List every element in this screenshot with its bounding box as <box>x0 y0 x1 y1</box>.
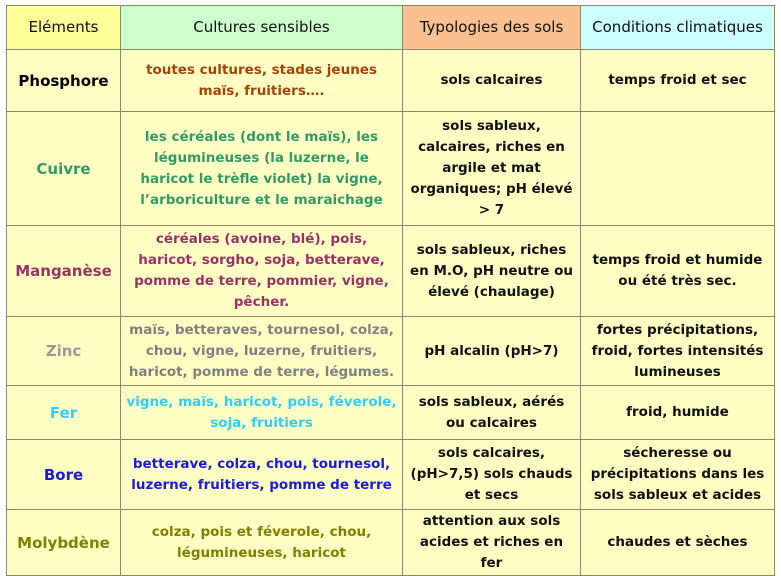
element-name: Phosphore <box>7 50 121 112</box>
conditions-cell: chaudes et sèches <box>581 510 775 576</box>
element-name: Bore <box>7 440 121 510</box>
row-molybdene <box>7 510 775 576</box>
conditions-cell: temps froid et sec <box>581 50 775 112</box>
cultures-cell: céréales (avoine, blé), pois, haricot, sorgho, soja, betterave, pomme de terre, pommier, vigne, pêcher. <box>121 226 403 317</box>
typologie-cell: pH alcalin (pH>7) <box>403 317 581 386</box>
element-name: Cuivre <box>7 112 121 226</box>
typologie-cell: sols calcaires, (pH>7,5) sols chauds et secs <box>403 440 581 510</box>
header-elements: Eléments <box>7 6 121 50</box>
elements-table <box>6 5 775 576</box>
header-cultures: Cultures sensibles <box>121 6 403 50</box>
header-conditions: Conditions climatiques <box>581 6 775 50</box>
conditions-cell: temps froid et humide ou été très sec. <box>581 226 775 317</box>
conditions-cell: fortes précipitations, froid, fortes intensités lumineuses <box>581 317 775 386</box>
header-row <box>7 6 775 50</box>
typologie-cell: sols sableux, calcaires, riches en argile et mat organiques; pH élevé > 7 <box>403 112 581 226</box>
typologie-cell: sols sableux, riches en M.O, pH neutre ou élevé (chaulage) <box>403 226 581 317</box>
row-bore <box>7 440 775 510</box>
header-typologies: Typologies des sols <box>403 6 581 50</box>
element-name: Fer <box>7 386 121 440</box>
cultures-cell: les céréales (dont le maïs), les légumineuses (la luzerne, le haricot le trèfle violet) la vigne, l’arboriculture et le maraichage <box>121 112 403 226</box>
cultures-cell: colza, pois et féverole, chou, légumineuses, haricot <box>121 510 403 576</box>
row-cuivre <box>7 112 775 226</box>
element-name: Zinc <box>7 317 121 386</box>
conditions-cell: sécheresse ou précipitations dans les sols sableux et acides <box>581 440 775 510</box>
row-manganese <box>7 226 775 317</box>
typologie-cell: attention aux sols acides et riches en fer <box>403 510 581 576</box>
cultures-cell: maïs, betteraves, tournesol, colza, chou, vigne, luzerne, fruitiers, haricot, pomme de terre, légumes. <box>121 317 403 386</box>
row-zinc <box>7 317 775 386</box>
row-fer <box>7 386 775 440</box>
element-name: Molybdène <box>7 510 121 576</box>
cultures-cell: vigne, maïs, haricot, pois, féverole, soja, fruitiers <box>121 386 403 440</box>
typologie-cell: sols calcaires <box>403 50 581 112</box>
conditions-cell <box>581 112 775 226</box>
cultures-cell: betterave, colza, chou, tournesol, luzerne, fruitiers, pomme de terre <box>121 440 403 510</box>
element-name: Manganèse <box>7 226 121 317</box>
typologie-cell: sols sableux, aérés ou calcaires <box>403 386 581 440</box>
cultures-cell: toutes cultures, stades jeunes maïs, fruitiers…. <box>121 50 403 112</box>
row-phosphore <box>7 50 775 112</box>
conditions-cell: froid, humide <box>581 386 775 440</box>
